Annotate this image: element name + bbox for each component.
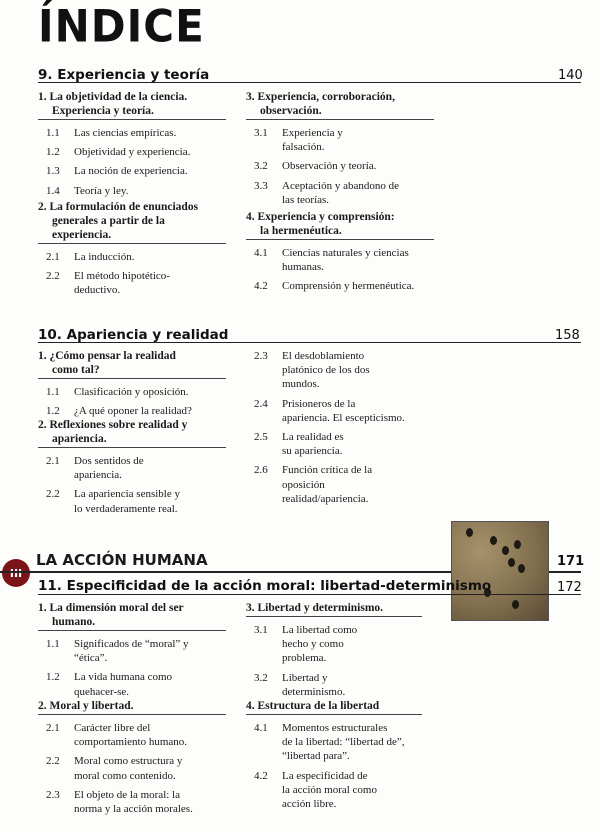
toc-entry-number: 1.1 <box>46 127 60 139</box>
toc-entry-number: 2.5 <box>254 431 268 443</box>
section-heading[interactable]: 1. La objetividad de la ciencia. <box>38 91 188 103</box>
section-rule <box>38 378 226 379</box>
toc-entry[interactable] <box>254 349 454 392</box>
toc-entry-number: 3.1 <box>254 624 268 636</box>
chapter-11-page: 172 <box>557 580 582 595</box>
toc-entry-text: quehacer-se. <box>74 685 130 698</box>
toc-entry-text: lo verdaderamente real. <box>74 502 178 515</box>
toc-entry[interactable] <box>46 250 234 264</box>
toc-entry-text: su apariencia. <box>282 445 343 458</box>
photo-figure <box>466 528 473 537</box>
toc-entry-number: 3.2 <box>254 160 268 173</box>
toc-entry-text: la acción moral como <box>282 783 377 796</box>
section-heading[interactable]: 3. Libertad y determinismo. <box>246 602 384 614</box>
toc-entry[interactable] <box>46 454 234 482</box>
toc-entry-text: Observación y teoría. <box>282 160 377 173</box>
toc-entry-text: Las ciencias empíricas. <box>74 127 177 139</box>
toc-entry[interactable] <box>46 385 234 399</box>
toc-entry[interactable] <box>46 637 234 665</box>
toc-entry-text: platónico de los dos <box>282 364 370 377</box>
toc-entry-text: oposición <box>282 478 325 491</box>
toc-entry[interactable] <box>254 721 430 764</box>
toc-entry-text: apariencia. El escepticismo. <box>282 411 405 424</box>
chapter-10-rule <box>38 342 581 343</box>
chapter-9-page: 140 <box>558 68 583 83</box>
toc-entry-text: determinismo. <box>282 685 346 698</box>
toc-entry-text: hecho y como <box>282 638 344 651</box>
toc-entry-text: Prisioneros de la <box>282 397 356 410</box>
toc-entry[interactable] <box>46 404 234 418</box>
toc-entry[interactable] <box>254 769 430 812</box>
photo-figure <box>490 536 497 545</box>
toc-entry-number: 1.4 <box>46 184 60 197</box>
section-rule <box>38 630 226 631</box>
chapter-10-page: 158 <box>555 328 580 343</box>
toc-entry-number: 1.3 <box>46 165 60 178</box>
part-3-badge: III <box>2 559 30 587</box>
toc-entry[interactable] <box>46 184 234 198</box>
toc-entry-text: Comprensión y hermenéutica. <box>282 280 415 293</box>
section-heading[interactable]: 1. La dimensión moral del ser <box>38 602 184 614</box>
toc-entry[interactable] <box>254 179 442 207</box>
toc-entry-text: El objeto de la moral: la <box>74 788 180 801</box>
section-rule <box>246 119 434 120</box>
section-rule <box>38 714 226 715</box>
toc-entry-number: 1.1 <box>46 386 60 398</box>
toc-entry-text: Objetividad y experiencia. <box>74 146 191 159</box>
chapter-11-rule <box>38 594 581 595</box>
toc-entry-text: falsación. <box>282 141 325 154</box>
chapter-9-title[interactable]: 9. Experiencia y teoría <box>38 67 210 83</box>
toc-entry-text: Momentos estructurales <box>282 722 388 734</box>
toc-entry-number: 2.2 <box>46 755 60 768</box>
part-3-page: 171 <box>557 554 585 569</box>
section-rule <box>246 239 434 240</box>
toc-entry-text: de la libertad: “libertad de”, <box>282 736 405 749</box>
toc-entry-text: comportamiento humano. <box>74 736 188 749</box>
section-heading[interactable]: como tal? <box>52 364 100 376</box>
toc-entry-text: Experiencia y <box>282 127 343 139</box>
chapter-9-rule <box>38 82 581 83</box>
toc-entry[interactable] <box>254 397 454 425</box>
toc-entry-number: 1.2 <box>46 671 60 684</box>
toc-entry-number: 4.2 <box>254 280 268 293</box>
photo-figure <box>508 558 515 567</box>
toc-entry-text: mundos. <box>282 378 320 391</box>
toc-entry[interactable] <box>254 623 430 666</box>
toc-entry-number: 2.2 <box>46 270 60 283</box>
toc-entry-text: Clasificación y oposición. <box>74 386 189 398</box>
section-rule <box>246 616 422 617</box>
chapter-11-title[interactable]: 11. Especificidad de la acción moral: libertad-determinismo <box>38 578 492 594</box>
toc-entry-number: 2.1 <box>46 722 60 734</box>
toc-entry-text: El método hipotético- <box>74 270 170 283</box>
section-rule <box>38 447 226 448</box>
section-heading[interactable]: humano. <box>52 616 96 628</box>
toc-entry-number: 2.3 <box>46 788 60 801</box>
toc-entry-number: 3.3 <box>254 179 268 192</box>
toc-entry-text: ¿A qué oponer la realidad? <box>74 405 192 418</box>
toc-entry-text: Ciencias naturales y ciencias <box>282 247 409 259</box>
toc-entry[interactable] <box>254 246 442 274</box>
section-heading[interactable]: generales a partir de la <box>52 215 165 227</box>
toc-entry[interactable] <box>46 269 234 297</box>
page-title: ÍNDICE <box>38 0 205 53</box>
toc-entry-text: Teoría y ley. <box>74 184 129 197</box>
toc-entry-number: 1.2 <box>46 405 60 418</box>
crowd-photo <box>451 521 549 621</box>
toc-entry-text: El desdoblamiento <box>282 350 365 362</box>
toc-entry-text: Significados de “moral” y <box>74 638 189 650</box>
photo-figure <box>512 600 519 609</box>
section-heading[interactable]: Experiencia y teoría. <box>52 105 154 117</box>
section-rule <box>38 119 226 120</box>
toc-entry[interactable] <box>46 487 234 515</box>
toc-entry-number: 2.4 <box>254 397 268 410</box>
section-heading[interactable]: 2. Reflexiones sobre realidad y <box>38 419 188 431</box>
toc-entry[interactable] <box>254 159 442 173</box>
toc-entry-number: 2.6 <box>254 464 268 477</box>
toc-entry[interactable] <box>254 671 430 699</box>
toc-entry-text: Libertad y <box>282 671 328 684</box>
toc-entry-text: Aceptación y abandono de <box>282 179 399 192</box>
toc-entry-number: 4.1 <box>254 722 268 734</box>
toc-entry-text: Función crítica de la <box>282 464 373 477</box>
toc-entry-number: 1.2 <box>46 146 60 159</box>
toc-entry-text: Carácter libre del <box>74 722 151 734</box>
toc-entry[interactable] <box>46 670 234 698</box>
photo-figure <box>518 564 525 573</box>
section-heading[interactable]: observación. <box>260 105 322 117</box>
toc-entry[interactable] <box>254 463 454 506</box>
toc-entry[interactable] <box>46 721 234 749</box>
toc-entry[interactable] <box>46 145 234 159</box>
toc-entry-text: La noción de experiencia. <box>74 165 188 178</box>
section-rule <box>246 714 422 715</box>
toc-entry-text: deductivo. <box>74 284 121 297</box>
toc-entry-text: La inducción. <box>74 251 135 263</box>
toc-entry-number: 1.1 <box>46 638 60 650</box>
toc-entry-number: 2.3 <box>254 350 268 362</box>
toc-entry[interactable] <box>254 126 442 154</box>
toc-entry-number: 3.1 <box>254 127 268 139</box>
toc-entry-text: apariencia. <box>74 469 122 482</box>
part-3-title[interactable]: LA ACCIÓN HUMANA <box>36 551 208 569</box>
toc-entry-number: 4.1 <box>254 247 268 259</box>
toc-entry-text: La realidad es <box>282 431 344 443</box>
toc-entry-number: 2.1 <box>46 455 60 467</box>
toc-entry[interactable] <box>46 788 234 816</box>
photo-figure <box>502 546 509 555</box>
toc-entry-number: 2.2 <box>46 488 60 501</box>
toc-entry-number: 3.2 <box>254 671 268 684</box>
toc-entry[interactable] <box>254 430 454 458</box>
toc-entry-text: La vida humana como <box>74 671 173 684</box>
toc-entry-text: acción libre. <box>282 797 337 810</box>
toc-entry-text: realidad/apariencia. <box>282 492 369 505</box>
section-heading[interactable]: experiencia. <box>52 229 112 241</box>
section-heading[interactable]: apariencia. <box>52 433 107 445</box>
toc-entry-text: La apariencia sensible y <box>74 488 180 501</box>
toc-entry-text: Moral como estructura y <box>74 755 183 768</box>
section-heading[interactable]: 4. Experiencia y comprensión: <box>246 211 395 223</box>
toc-entry-text: “ética”. <box>74 652 108 665</box>
toc-entry[interactable] <box>46 126 234 140</box>
section-heading[interactable]: 4. Estructura de la libertad <box>246 700 380 712</box>
toc-entry-text: La libertad como <box>282 624 358 636</box>
section-heading[interactable]: la hermenéutica. <box>260 225 342 237</box>
section-rule <box>38 243 226 244</box>
toc-entry-text: Dos sentidos de <box>74 455 144 467</box>
toc-entry-text: problema. <box>282 652 327 665</box>
toc-entry-number: 4.2 <box>254 769 268 782</box>
toc-entry-text: La especificidad de <box>282 769 368 782</box>
toc-entry-text: norma y la acción morales. <box>74 802 193 815</box>
chapter-10-title[interactable]: 10. Apariencia y realidad <box>38 327 229 343</box>
toc-entry-number: 2.1 <box>46 251 60 263</box>
toc-entry[interactable] <box>46 754 234 782</box>
toc-entry[interactable] <box>254 279 442 293</box>
section-heading[interactable]: 2. La formulación de enunciados <box>38 201 199 213</box>
toc-entry-text: humanas. <box>282 261 324 274</box>
toc-entry-text: moral como contenido. <box>74 769 176 782</box>
toc-entry[interactable] <box>46 164 234 178</box>
photo-figure <box>514 540 521 549</box>
section-heading[interactable]: 1. ¿Cómo pensar la realidad <box>38 350 176 362</box>
toc-entry-text: las teorías. <box>282 193 330 206</box>
toc-entry-text: “libertad para”. <box>282 750 350 763</box>
section-heading[interactable]: 3. Experiencia, corroboración, <box>246 91 395 103</box>
section-heading[interactable]: 2. Moral y libertad. <box>38 700 134 712</box>
